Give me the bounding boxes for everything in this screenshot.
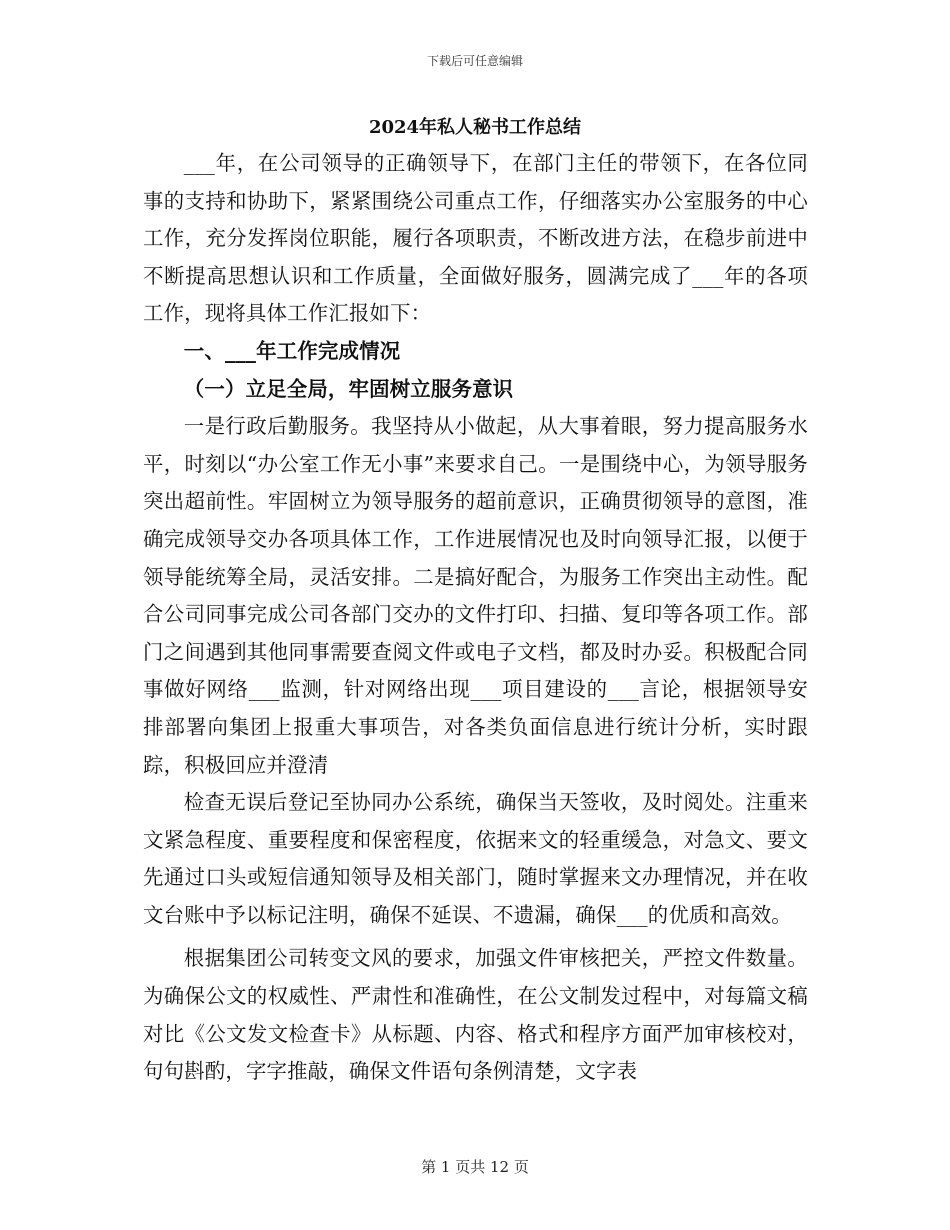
body-paragraph-review: 根据集团公司转变文风的要求，加强文件审核把关，严控文件数量。为确保公文的权威性、严肃性和准确性，在公文制发过程中，对每篇文稿对比《公文发文检查卡》从标题、内容、格式和程序方面严加审核校对，句句斟酌，字字推敲，确保文件语句条例清楚，文字表 [143, 946, 808, 1084]
page-number-footer: 第 1 页共 12 页 [421, 1158, 529, 1176]
body-paragraph-documents: 检查无误后登记至协同办公系统，确保当天签收，及时阅处。注重来文紧急程度、重要程度和保密程度，依据来文的轻重缓急，对急文、要文先通过口头或短信通知领导及相关部门，随时掌握来文办理情况，并在收文台账中予以标记注明，确保不延误、不遗漏，确保___的优质和高效。 [143, 790, 808, 927]
section-heading: 一、___年工作完成情况 [183, 338, 401, 363]
intro-paragraph: ___年，在公司领导的正确领导下，在部门主任的带领下，在各位同事的支持和协助下，紧紧围绕公司重点工作，仔细落实办公室服务的中心工作，充分发挥岗位职能，履行各项职责，不断改进方法，在稳步前进中不断提高思想认识和工作质量，全面做好服务，圆满完成了___年的各项工作，现将具体工作汇报如下： [143, 151, 808, 326]
subsection-heading: （一）立足全局，牢固树立服务意识 [183, 376, 514, 401]
body-paragraph-service: 一是行政后勤服务。我坚持从小做起，从大事着眼，努力提高服务水平，时刻以“办公室工作无小事”来要求自己。一是围绕中心，为领导服务突出超前性。牢固树立为领导服务的超前意识，正确贯彻领导的意图，准确完成领导交办各项具体工作，工作进展情况也及时向领导汇报，以便于领导能统筹全局，灵活安排。二是搞好配合，为服务工作突出主动性。配合公司同事完成公司各部门交办的文件打印、扫描、复印等各项工作。部门之间遇到其他同事需要查阅文件或电子文档，都及时办妥。积极配合同事做好网络___监测，针对网络出现___项目建设的___言论，根据领导安排部署向集团上报重大事项告，对各类负面信息进行统计分析，实时跟踪，积极回应并澄清 [143, 414, 808, 777]
page-header: 下载后可任意编辑 [426, 54, 523, 68]
document-body [143, 145, 808, 1091]
document-title: 2024年私人秘书工作总结 [368, 117, 582, 138]
